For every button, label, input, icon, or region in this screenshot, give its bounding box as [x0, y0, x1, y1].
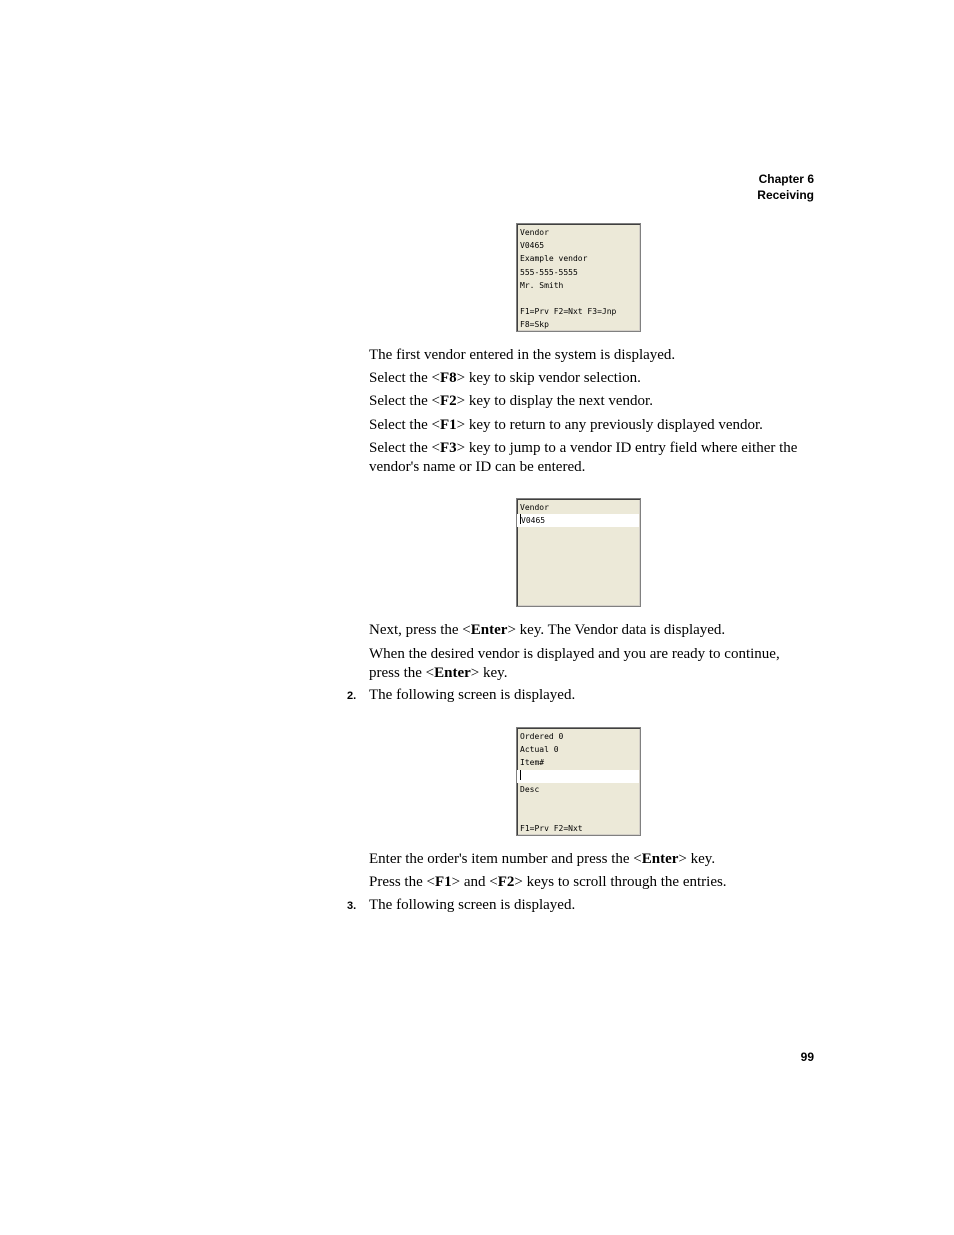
item-label: Item#	[520, 758, 545, 768]
screen-line: 555-555-5555	[520, 267, 578, 277]
step-text: The following screen is displayed.	[369, 687, 576, 703]
screen-blank-line	[520, 796, 637, 809]
key-name: F1	[439, 417, 457, 433]
key-name: F2	[439, 393, 457, 409]
chapter-label: Chapter 6	[758, 172, 814, 186]
key-name: Enter	[434, 665, 471, 681]
paragraph: Select the <F3> key to jump to a vendor ID entry field where either the vendor's name or ID can be entered.	[369, 440, 798, 475]
paragraph: Next, press the <Enter> key. The Vendor data is displayed.	[369, 622, 726, 638]
step-text: The following screen is displayed.	[369, 897, 576, 913]
step-number: 2.	[347, 690, 357, 702]
screen-line: Example vendor	[520, 254, 588, 264]
key-name: Enter	[470, 622, 508, 638]
screen-line	[520, 292, 637, 305]
vendor-id-value: V0465	[521, 516, 546, 526]
key-name: F2	[497, 874, 515, 890]
screen-line: Mr. Smith	[520, 280, 564, 290]
key-name: F1	[434, 874, 452, 890]
key-name: Enter	[641, 851, 679, 867]
paragraph: Press the <F1> and <F2> keys to scroll through the entries.	[369, 874, 727, 890]
item-number-input[interactable]	[517, 770, 639, 783]
actual-qty: Actual 0	[520, 745, 559, 755]
screen-blank-line	[520, 809, 637, 822]
vendor-label: Vendor	[520, 503, 549, 512]
item-entry-screen	[516, 727, 641, 836]
screen-line: F8=Skp	[520, 320, 549, 330]
function-keys-footer: F1=Prv F2=Nxt	[520, 824, 583, 834]
vendor-entry-screen	[516, 498, 641, 607]
section-label: Receiving	[757, 188, 814, 202]
paragraph: The first vendor entered in the system is displayed.	[369, 347, 676, 363]
vendor-list-screen	[516, 223, 641, 332]
screen-line: F1=Prv F2=Nxt F3=Jnp	[520, 307, 617, 317]
desc-label: Desc	[520, 784, 540, 794]
paragraph: Enter the order's item number and press the <Enter> key.	[369, 851, 716, 867]
paragraph: Select the <F1> key to return to any previously displayed vendor.	[369, 417, 763, 433]
step-number: 3.	[347, 900, 357, 912]
paragraph: Select the <F2> key to display the next vendor.	[369, 393, 653, 409]
screen-line: V0465	[520, 241, 545, 251]
page-number: 99	[800, 1050, 814, 1064]
page-header	[757, 171, 814, 203]
key-name: F3	[439, 440, 457, 456]
key-name: F8	[439, 370, 457, 386]
screen-line: Vendor	[520, 228, 549, 237]
ordered-qty: Ordered 0	[520, 732, 564, 741]
paragraph: Select the <F8> key to skip vendor selection.	[369, 370, 641, 386]
paragraph: When the desired vendor is displayed and you are ready to continue, press the <Enter> key.	[369, 646, 780, 681]
text-caret	[520, 770, 521, 780]
vendor-id-input[interactable]	[517, 514, 639, 527]
